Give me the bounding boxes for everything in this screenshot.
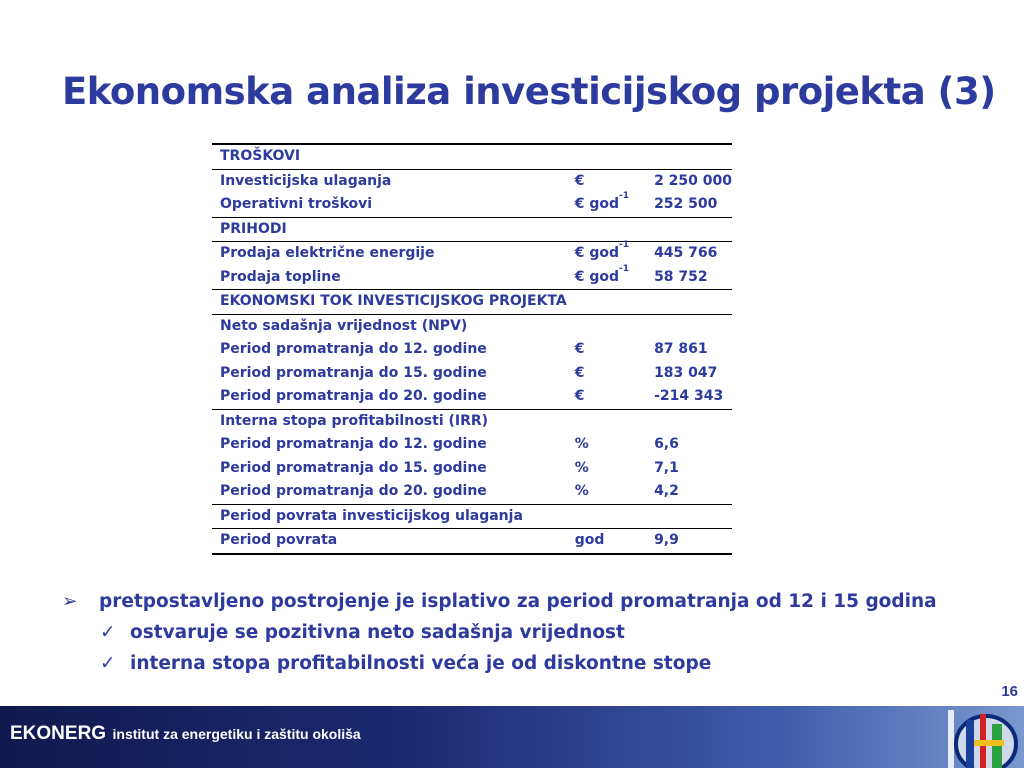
row-value: 6,6	[654, 436, 679, 452]
sub-bullet-text: ostvaruje se pozitivna neto sadašnja vrijednost	[130, 622, 625, 643]
row-label: Period promatranja do 15. godine	[220, 364, 487, 381]
row-value: 58 752	[654, 268, 708, 285]
row-unit: €	[574, 341, 585, 357]
row-value: 87 861	[654, 341, 708, 357]
brand-tagline: institut za energetiku i zaštitu okoliša	[112, 726, 361, 742]
row-label: Period promatranja do 15. godine	[220, 459, 487, 476]
row-unit	[567, 144, 646, 169]
row-label: Period povrata	[212, 529, 567, 554]
arrow-bullet-icon: ➢	[62, 591, 78, 612]
slide-title: Ekonomska analiza investicijskog projekta (3)	[62, 70, 996, 113]
row-unit	[567, 217, 646, 242]
table-row	[212, 338, 732, 362]
row-label: Interna stopa profitabilnosti (IRR)	[212, 409, 567, 433]
row-label: Period promatranja do 20. godine	[220, 388, 487, 404]
row-unit: %	[574, 436, 589, 452]
table-row	[212, 144, 732, 169]
row-label: Prodaja topline	[220, 268, 341, 285]
row-label: PRIHODI	[212, 217, 567, 242]
cost-revenue-table	[212, 143, 732, 555]
row-label: Period povrata investicijskog ulaganja	[212, 504, 567, 529]
table-row	[212, 266, 732, 290]
row-unit: € god$^{-1}$	[567, 242, 646, 266]
ekonerg-logo-icon	[948, 710, 1022, 768]
row-value	[646, 314, 732, 338]
main-bullet-text: pretpostavljeno postrojenje je isplativo za period promatranja od 12 i 15 godina	[99, 591, 937, 612]
row-unit: €	[574, 388, 585, 404]
row-unit	[567, 314, 646, 338]
row-unit: € god$^{-1}$	[574, 191, 629, 212]
row-unit	[567, 290, 646, 315]
table-row	[212, 409, 732, 433]
row-label: EKONOMSKI TOK INVESTICIJSKOG PROJEKTA	[212, 290, 567, 315]
brand-name: EKONERG	[10, 723, 107, 744]
row-value: 252 500	[654, 196, 718, 212]
row-value: 9,9	[646, 529, 732, 554]
table-row	[212, 193, 732, 217]
row-label: Period promatranja do 20. godine	[220, 483, 487, 499]
row-label: Prodaja električne energije	[212, 242, 567, 266]
row-value: -214 343	[654, 388, 724, 404]
checkmark-icon: ✓	[100, 622, 116, 643]
checkmark-icon: ✓	[100, 653, 116, 674]
table-row	[212, 433, 732, 457]
row-label: Neto sadašnja vrijednost (NPV)	[212, 314, 567, 338]
row-unit: %	[574, 483, 589, 499]
table-row	[212, 290, 732, 315]
row-value: 2 250 000	[646, 169, 732, 193]
row-label: TROŠKOVI	[212, 144, 567, 169]
footer-bar	[0, 706, 1024, 768]
sub-bullet-text: interna stopa profitabilnosti veća je od diskontne stope	[130, 653, 712, 674]
row-value	[646, 290, 732, 315]
row-unit: €	[567, 169, 646, 193]
row-unit: god	[567, 529, 646, 554]
row-label: Period promatranja do 12. godine	[220, 436, 487, 452]
table-row	[212, 314, 732, 338]
row-value	[646, 144, 732, 169]
row-value: 445 766	[646, 242, 732, 266]
row-value	[646, 217, 732, 242]
table-row	[212, 529, 732, 554]
table-row	[212, 242, 732, 266]
row-unit	[567, 409, 646, 433]
table-row	[212, 504, 732, 529]
row-value: 7,1	[654, 459, 679, 476]
row-unit	[567, 504, 646, 529]
table-row	[212, 169, 732, 193]
row-unit: %	[574, 459, 589, 476]
footer-text	[10, 723, 361, 745]
row-value	[646, 409, 732, 433]
row-unit: €	[574, 364, 585, 381]
row-label: Investicijska ulaganja	[212, 169, 567, 193]
table-row	[212, 362, 732, 386]
row-value	[646, 504, 732, 529]
page-number: 16	[1001, 683, 1018, 700]
table-row	[212, 480, 732, 504]
table-row	[212, 457, 732, 481]
row-label: Operativni troškovi	[220, 196, 373, 212]
table-row	[212, 217, 732, 242]
table-row	[212, 385, 732, 409]
row-value: 183 047	[654, 364, 718, 381]
row-value: 4,2	[654, 483, 679, 499]
row-label: Period promatranja do 12. godine	[220, 341, 487, 357]
row-unit: € god$^{-1}$	[574, 263, 629, 285]
